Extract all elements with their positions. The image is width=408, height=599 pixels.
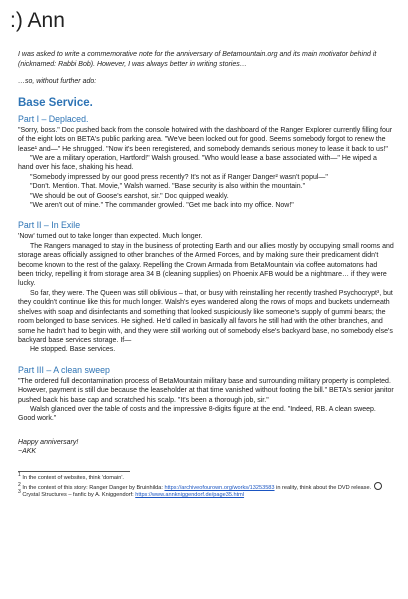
part1-paragraph: "We are a military operation, Hartford!" Walsh groused. "Who would lease a base associated with—" He wiped a hand over his face, shaking his head.	[18, 155, 377, 172]
part1-paragraph: "Sorry, boss." Doc pushed back from the console hotwired with the dashboard of the Ranger Explorer currently filling four of the eight lots on BETA's public parking area. "We've been locked out for good. Seems somebody forgot to renew the lease¹ and—" He shrugged. "Now it's been reregistered, and somebody demands serious money to lease it back to us!"	[18, 126, 393, 153]
part3-paragraph: Walsh glanced over the table of costs and the impressive 8-digits figure at the end. "Indeed, RB. A clean sweep. Good work."	[18, 405, 376, 423]
footnote-number: 3	[18, 489, 21, 496]
smiley-icon	[374, 482, 382, 490]
footnote-text: In the context of websites, think 'domain'.	[22, 474, 124, 481]
footnote-link[interactable]: https://www.annkniggendorf.de/page35.html	[135, 492, 245, 499]
story-title: Base Service.	[18, 96, 93, 109]
part1-paragraph: "We should be out of Goose's earshot, sir." Doc quipped weakly.	[30, 192, 229, 200]
footnote	[18, 482, 394, 492]
part2-paragraph: 'Now' turned out to take longer than expected. Much longer.	[18, 233, 203, 241]
closing-line: Happy anniversary!	[18, 438, 79, 446]
intro-paragraph: I was asked to write a commemorative note for the anniversary of Betamountain.org and its main motivator behind it (nicknamed: Rabbi Bob). However, I was always better in writing stories…	[18, 51, 377, 68]
footnote-separator	[18, 471, 130, 472]
footnote-number: 1	[18, 471, 21, 478]
footnote-link[interactable]: https://archiveofourown.org/works/13253583	[164, 484, 275, 491]
part1-heading: Part I – Deplaced.	[18, 113, 89, 124]
part3-paragraph: "The ordered full decontamination process of BetaMountain military base and surrounding military property is completed. However, payment is still due because the leaseholder at that time vanished without footing the bill." BETA's senior janitor pushed back his base cap and scratched his scalp. "It's been a thorough job, sir."	[18, 377, 394, 404]
part2-paragraph: So far, they were. The Queen was still oblivious – that, or busy with reinstalling her recently trashed Psychocrypt³, but they couldn't continue like this for much longer. Walsh's eyes wandered along the rows of mops and buckets underneath shelves with soap and disinfectants and something that looked suspiciously like someone's supply of gummi bears; the room belonged to base services. He sighed. He'd called in basically all favors he still had with the other branches, and some he hadn't had to begin with, and they were still working out of somebody else's backyard base, no somebody else's backyard base services storage. If—	[18, 289, 393, 344]
footnote-text: Crystal Structures – fanfic by A. Kniggendorf:	[22, 492, 136, 499]
footnote-text: in reality, think about the DVD release.	[274, 484, 372, 491]
footnote	[18, 471, 394, 482]
document-page	[10, 0, 394, 500]
part1-paragraph: "Somebody impressed by our good press recently? It's not as if Ranger Danger² wasn't popul—"	[30, 173, 328, 181]
intro-transition: …so, without further ado:	[18, 78, 97, 86]
footnote-text: In the context of this story: Ranger Danger by Bruinhilda:	[22, 484, 165, 491]
signature: ~AKK	[18, 448, 37, 456]
part2-heading: Part II – In Exile	[18, 220, 81, 231]
part1-paragraph: "Don't. Mention. That. Movie," Walsh warned. "Base security is also within the mountain."	[30, 183, 306, 191]
footnote	[18, 489, 394, 499]
part2-paragraph: He stopped. Base services.	[30, 346, 116, 354]
document-title: :) Ann	[10, 9, 65, 32]
part2-paragraph: The Rangers managed to stay in the business of protecting Earth and our allies mostly by occupying small rooms and storage areas officially assigned to other branches of the Armed Forces, and by making sure their predicament didn't become known to the rest of the galaxy. Repelling the Crown Armada from BetaMountain via coffee automatons had been tricky, repelling it from storage area 34 B (cleaning supplies) on Phoenix AFB would be a nightmare… if they were lucky.	[18, 242, 394, 288]
footnote-number: 2	[18, 482, 21, 489]
part1-paragraph: "We aren't out of mine." The commander growled. "Get me back into my office. Now!"	[30, 202, 294, 210]
part3-heading: Part III – A clean sweep	[18, 364, 110, 375]
